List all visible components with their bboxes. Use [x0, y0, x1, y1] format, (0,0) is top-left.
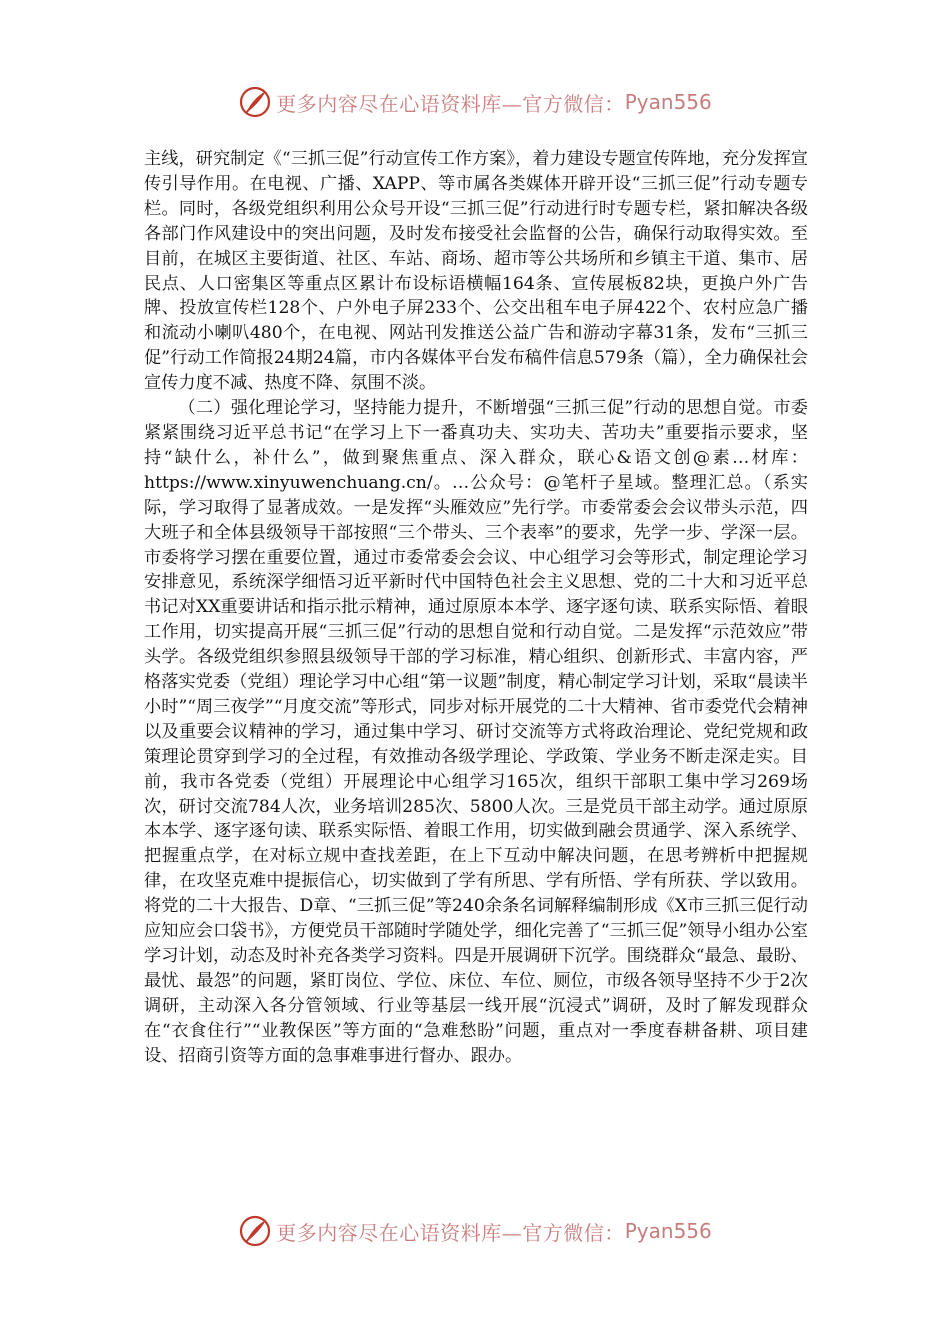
- banner-text: 更多内容尽在心语资料库—官方微信：: [276, 1220, 625, 1245]
- banner-wechat-id: Pyan556: [624, 1219, 712, 1243]
- banner-text: 更多内容尽在心语资料库—官方微信：: [276, 91, 625, 116]
- document-body: [144, 147, 808, 1069]
- banner-wechat-id: Pyan556: [624, 90, 712, 114]
- paragraph-2: （二）强化理论学习，坚持能力提升，不断增强“三抓三促”行动的思想自觉。市委紧紧围绕习近平总书记“在学习上下一番真功夫、实功夫、苦功夫”重要指示要求，坚持“缺什么，补什么”，做到聚焦重点、深入群众，联心&语文创@素…材库：https://www.xinyuwenchuang.cn/。…公众号：@笔杆子星域。整理汇总。（系实际，学习取得了显著成效。一是发挥“头雁效应”先行学。市委常委会会议带头示范，四大班子和全体县级领导干部按照“三个带头、三个表率”的要求，先学一步、学深一层。市委将学习摆在重要位置，通过市委常委会会议、中心组学习会等形式，制定理论学习安排意见，系统深学细悟习近平新时代中国特色社会主义思想、党的二十大和习近平总书记对XX重要讲话和指示批示精神，通过原原本本学、逐字逐句读、联系实际悟、着眼工作用，切实提高开展“三抓三促”行动的思想自觉和行动自觉。二是发挥“示范效应”带头学。各级党组织参照县级领导干部的学习标准，精心组织、创新形式、丰富内容，严格落实党委（党组）理论学习中心组“第一议题”制度，精心制定学习计划，采取“晨读半小时”“周三夜学”“月度交流”等形式，同步对标开展党的二十大精神、省市委党代会精神以及重要会议精神的学习，通过集中学习、研讨交流等方式将政治理论、党纪党规和政策理论贯穿到学习的全过程，有效推动各级学理论、学政策、学业务不断走深走实。目前，我市各党委（党组）开展理论中心组学习165次，组织干部职工集中学习269场次，研讨交流784人次，业务培训285次、5800人次。三是党员干部主动学。通过原原本本学、逐字逐句读、联系实际悟、着眼工作用，切实做到融会贯通学、深入系统学、把握重点学，在对标立规中查找差距，在上下互动中解决问题，在思考辨析中把握规律，在攻坚克难中提振信心，切实做到了学有所思、学有所悟、学有所获、学以致用。将党的二十大报告、D章、“三抓三促”等240余条名词解释编制形成《X市三抓三促行动应知应会口袋书》，方便党员干部随时学随处学，细化完善了“三抓三促”领导小组办公室学习计划，动态及时补充各类学习资料。四是开展调研下沉学。围绕群众“最急、最盼、最忧、最怨”的问题，紧盯岗位、学位、床位、车位、厕位，市级各领导坚持不少于2次调研，主动深入各分管领域、行业等基层一线开展“沉浸式”调研，及时了解发现群众在“衣食住行”“业教保医”等方面的“急难愁盼”问题，重点对一季度春耕备耕、项目建设、招商引资等方面的急事难事进行督办、跟办。: [144, 398, 808, 1066]
- footer-watermark-banner: [0, 1211, 950, 1251]
- quill-logo-icon: [238, 1214, 272, 1248]
- header-watermark-banner: [0, 82, 950, 122]
- paragraph-1: 主线，研究制定《“三抓三促”行动宣传工作方案》，着力建设专题宣传阵地，充分发挥宣传引导作用。在电视、广播、XAPP、等市属各类媒体开辟开设“三抓三促”行动专题专栏。同时，各级党组织利用公众号开设“三抓三促”行动进行时专题专栏，紧扣解决各级各部门作风建设中的突出问题，及时发布接受社会监督的公告，确保行动取得实效。至目前，在城区主要街道、社区、车站、商场、超市等公共场所和乡镇主干道、集市、居民点、人口密集区等重点区累计布设标语横幅164条、宣传展板82块，更换户外广告牌、投放宣传栏128个、户外电子屏233个、公交出租车电子屏422个、农村应急广播和流动小喇叭480个，在电视、网站刊发推送公益广告和游动字幕31条，发布“三抓三促”行动工作简报24期24篇，市内各媒体平台发布稿件信息579条（篇），全力确保社会宣传力度不减、热度不降、氛围不淡。: [144, 149, 808, 394]
- quill-logo-icon: [238, 85, 272, 119]
